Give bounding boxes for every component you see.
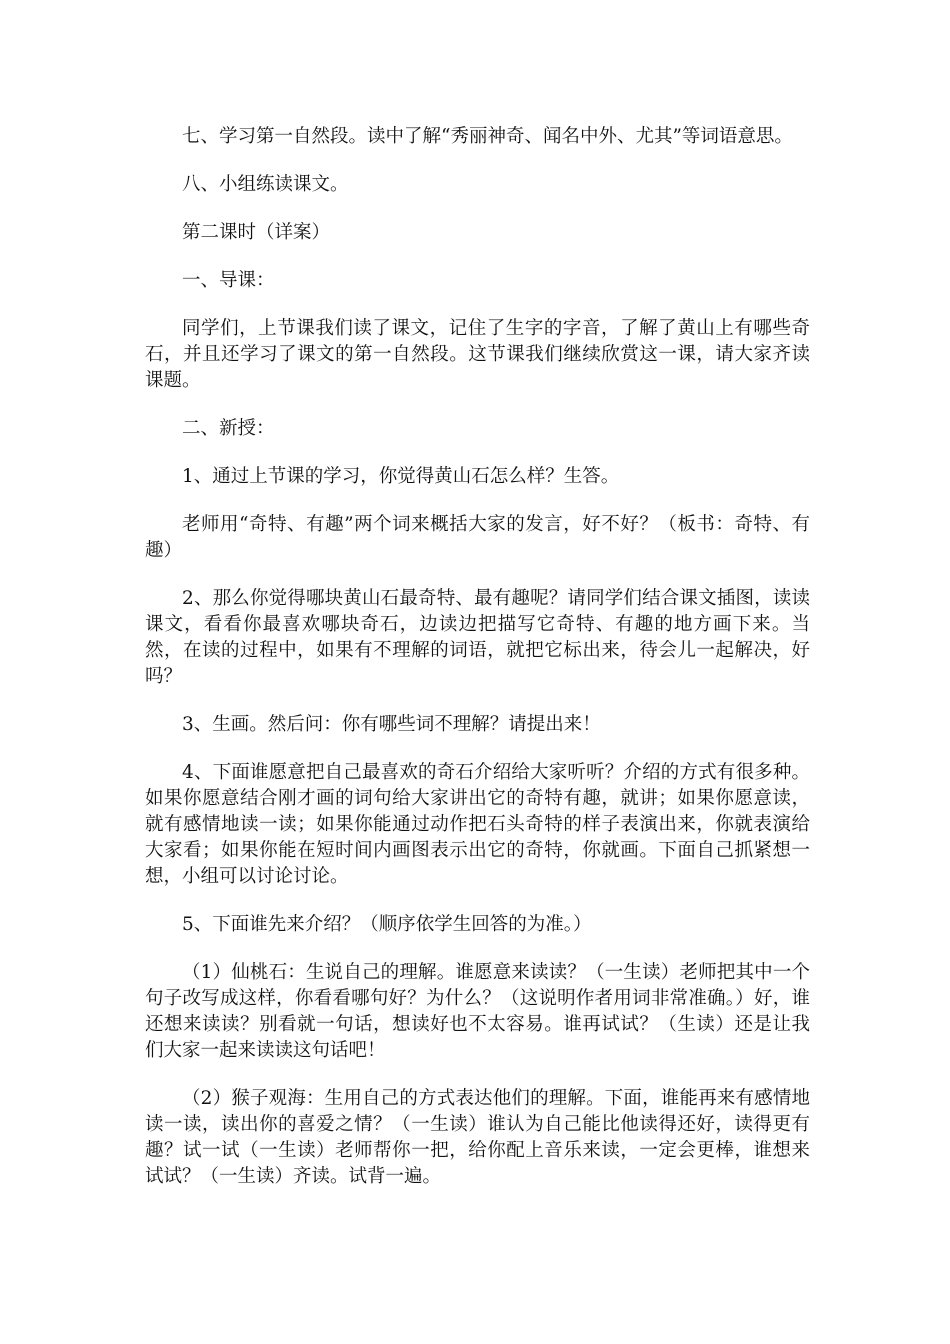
paragraph-item-5: 5、下面谁先来介绍？（顺序依学生回答的为准。） (182, 914, 592, 935)
paragraph-step-8: 八、小组练读课文。 (182, 174, 349, 195)
paragraph-item-3: 3、生画。然后问：你有哪些词不理解？请提出来！ (182, 714, 601, 735)
document-body (145, 124, 810, 1212)
section-heading-new-lesson: 二、新授： (182, 418, 275, 439)
paragraph-item-2: 2、那么你觉得哪块黄山石最奇特、最有趣呢？请同学们结合课文插图，读读课文，看看你最喜欢哪块奇石，边读边把描写它奇特、有趣的地方画下来。当然，在读的过程中，如果有不理解的词语，就把它标出来，待会儿一起解决，好吗？ (145, 588, 810, 687)
section-heading-intro: 一、导课： (182, 270, 275, 291)
paragraph-sub-item-1: （1）仙桃石：生说自己的理解。谁愿意来读读？（一生读）老师把其中一个句子改写成这样，你看看哪句好？为什么？（这说明作者用词非常准确。）好，谁还想来读读？别看就一句话，想读好也不太容易。谁再试试？（生读）还是让我们大家一起来读读这句话吧！ (145, 962, 810, 1061)
paragraph-item-4: 4、下面谁愿意把自己最喜欢的奇石介绍给大家听听？介绍的方式有很多种。如果你愿意结合刚才画的词句给大家讲出它的奇特有趣，就讲；如果你愿意读，就有感情地读一读；如果你能通过动作把石头奇特的样子表演出来，你就表演给大家看；如果你能在短时间内画图表示出它的奇特，你就画。下面自己抓紧想一想，小组可以讨论讨论。 (145, 762, 810, 887)
paragraph-step-7: 七、学习第一自然段。读中了解“秀丽神奇、闻名中外、尤其”等词语意思。 (182, 126, 793, 147)
paragraph-item-1: 1、通过上节课的学习，你觉得黄山石怎么样？生答。 (182, 466, 620, 487)
paragraph-sub-item-2: （2）猴子观海：生用自己的方式表达他们的理解。下面，谁能再来有感情地读一读，读出你的喜爱之情？（一生读）谁认为自己能比他读得还好，读得更有趣？试一试（一生读）老师帮你一把，给你配上音乐来读，一定会更棒，谁想来试试？（一生读）齐读。试背一遍。 (145, 1088, 810, 1187)
paragraph-teacher-summary: 老师用“奇特、有趣”两个词来概括大家的发言，好不好？（板书：奇特、有趣） (145, 514, 810, 561)
section-heading-lesson-2: 第二课时（详案） (182, 222, 331, 243)
paragraph-intro-text: 同学们，上节课我们读了课文，记住了生字的字音，了解了黄山上有哪些奇石，并且还学习了课文的第一自然段。这节课我们继续欣赏这一课，请大家齐读课题。 (145, 318, 810, 391)
